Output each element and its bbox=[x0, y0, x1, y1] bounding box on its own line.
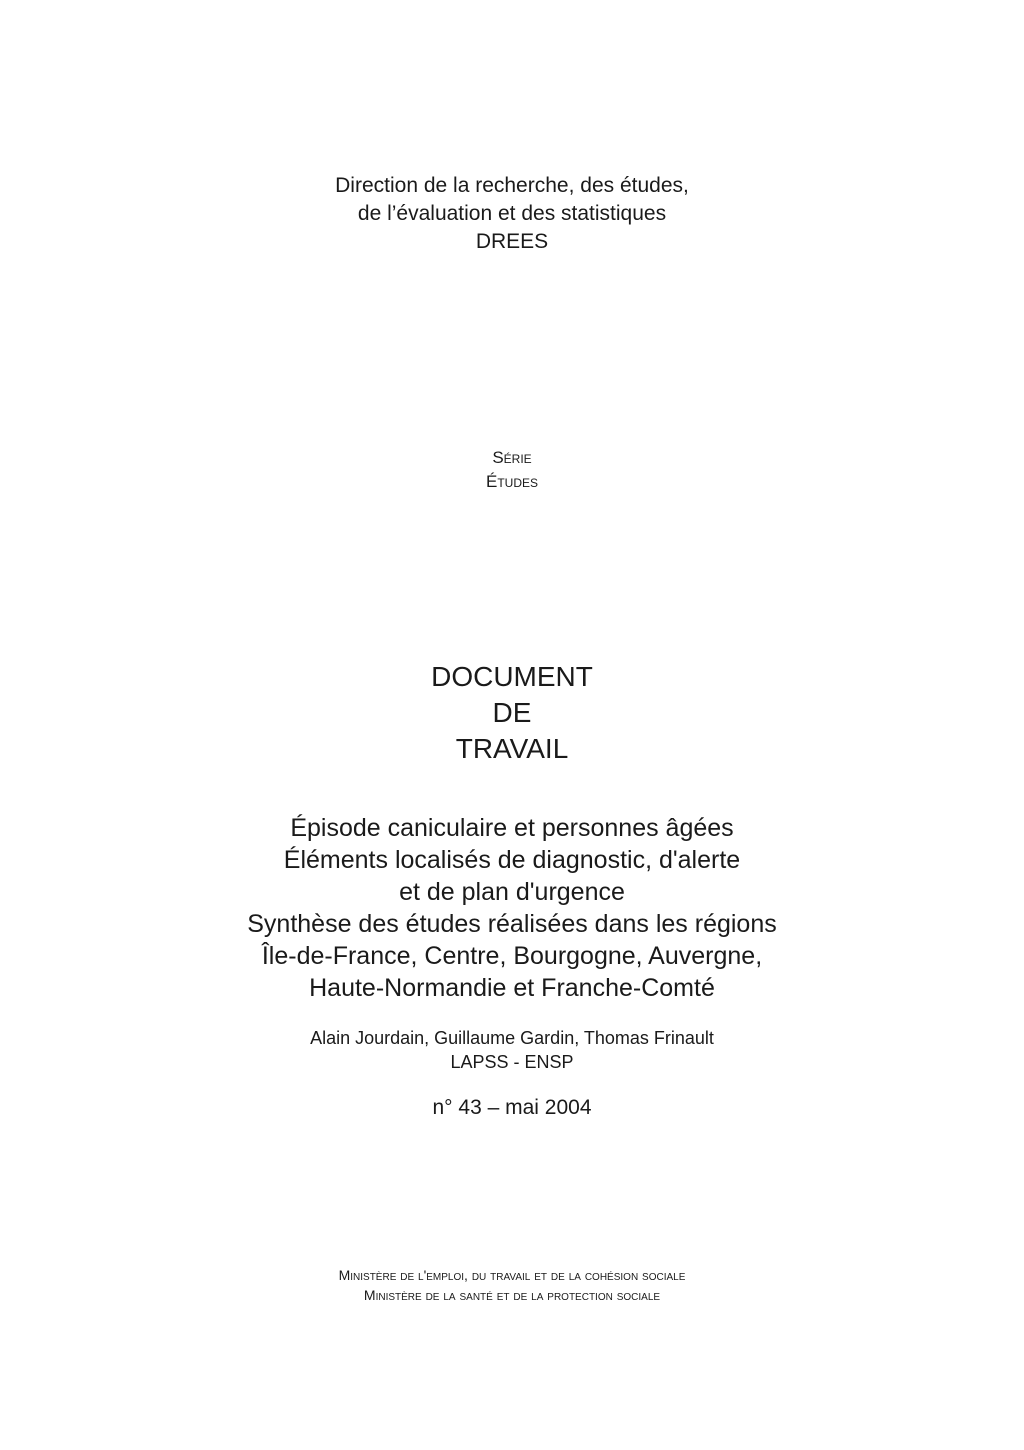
title-line-3: et de plan d'urgence bbox=[399, 878, 625, 906]
institution-acronym: DREES bbox=[475, 230, 549, 253]
series-line-1: Série bbox=[492, 448, 532, 467]
title-line-2: Éléments localisés de diagnostic, d'alerte bbox=[283, 846, 741, 874]
author-affiliation: LAPSS - ENSP bbox=[450, 1052, 574, 1072]
document-type-line-1: DOCUMENT bbox=[431, 661, 593, 692]
ministry-line-2: Ministère de la santé et de la protection sociale bbox=[363, 1287, 661, 1303]
document-type-line-3: TRAVAIL bbox=[455, 733, 569, 764]
title-line-5: Île-de-France, Centre, Bourgogne, Auvergne, bbox=[261, 942, 763, 970]
institution-line-2: de l’évaluation et des statistiques bbox=[357, 202, 667, 225]
author-names: Alain Jourdain, Guillaume Gardin, Thomas Frinault bbox=[310, 1028, 714, 1048]
series-line-2: Études bbox=[485, 472, 538, 491]
series-label bbox=[0, 446, 1024, 494]
ministry-line-1: Ministère de l'emploi, du travail et de la cohésion sociale bbox=[338, 1267, 686, 1283]
institution-line-1: Direction de la recherche, des études, bbox=[335, 174, 689, 197]
issue-number-date bbox=[0, 1094, 1024, 1122]
title-line-6: Haute-Normandie et Franche-Comté bbox=[309, 974, 715, 1002]
ministries-footer bbox=[0, 1265, 1024, 1305]
title-line-1: Épisode caniculaire et personnes âgées bbox=[290, 814, 734, 842]
document-title bbox=[0, 812, 1024, 1004]
title-line-4: Synthèse des études réalisées dans les régions bbox=[247, 910, 777, 938]
institution-header bbox=[0, 172, 1024, 256]
authors bbox=[0, 1026, 1024, 1074]
document-type-line-2: DE bbox=[492, 697, 532, 728]
issue-text: n° 43 – mai 2004 bbox=[432, 1096, 592, 1119]
document-type bbox=[0, 659, 1024, 767]
